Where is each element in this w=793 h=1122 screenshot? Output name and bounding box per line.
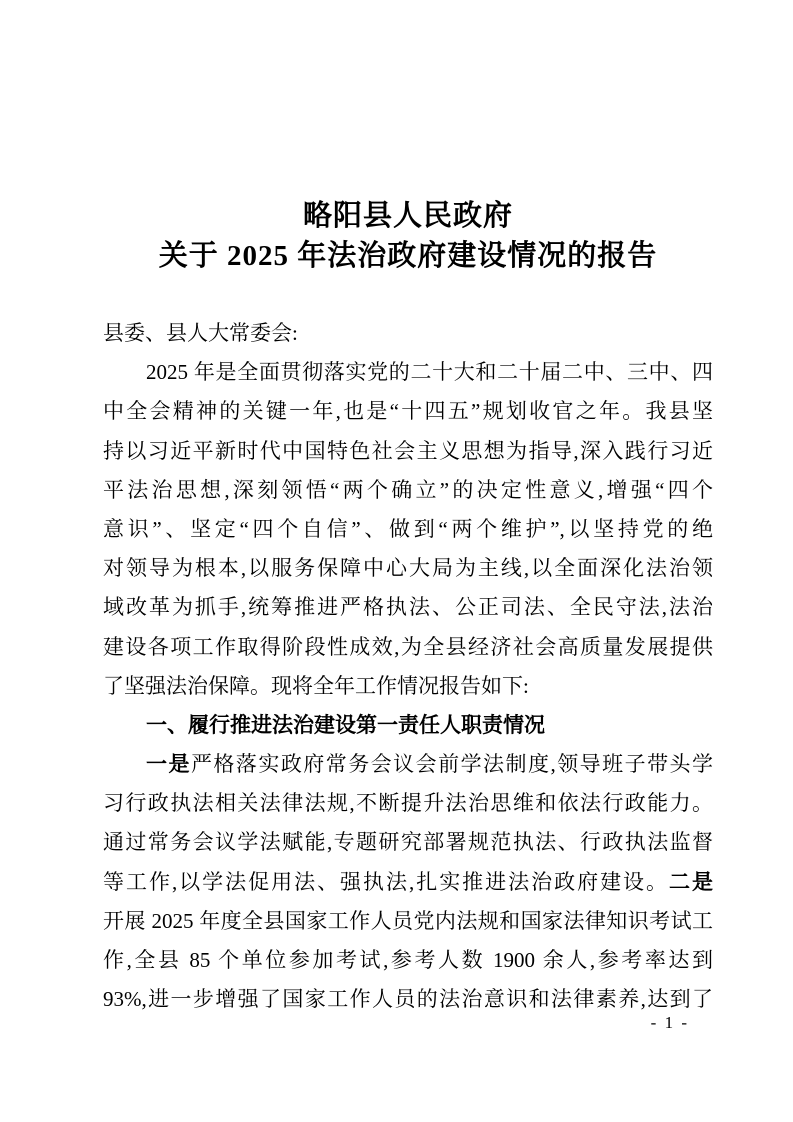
list-marker-two: 二是 — [669, 870, 713, 894]
body-line: 持以习近平新时代中国特色社会主义思想为指导,深入践行习近 — [103, 438, 713, 463]
body-line — [103, 745, 713, 784]
body-line: 建设各项工作取得阶段性成效,为全县经济社会高质量发展提供 — [103, 634, 713, 659]
body-line: 2025 年是全面贯彻落实党的二十大和二十届二中、三中、四 — [146, 360, 713, 385]
body-line — [103, 863, 713, 902]
body-line: 中全会精神的关键一年,也是“十四五”规划收官之年。我县坚 — [103, 399, 713, 424]
title-line-2: 关于 2025 年法治政府建设情况的报告 — [158, 240, 658, 272]
salutation-line: 县委、县人大常委会: — [103, 321, 298, 345]
body-line: 了坚强法治保障。现将全年工作情况报告如下: — [103, 673, 529, 698]
body-line: 对领导为根本,以服务保障中心大局为主线,以全面深化法治领 — [103, 556, 713, 581]
body-line: 意识”、坚定“四个自信”、做到“两个维护”,以坚持党的绝 — [103, 516, 713, 541]
body-line: 平法治思想,深刻领悟“两个确立”的决定性意义,增强“四个 — [103, 477, 713, 502]
body-line: 习行政执法相关法律法规,不断提升法治思维和依法行政能力。 — [103, 791, 713, 816]
document-body — [103, 314, 713, 1019]
body-text: 等工作,以学法促用法、强执法,扎实推进法治政府建设。 — [103, 869, 670, 894]
body-line: 开展 2025 年度全县国家工作人员党内法规和国家法律知识考试工 — [103, 908, 713, 933]
section-heading-1: 一、履行推进法治建设第一责任人职责情况 — [146, 713, 545, 737]
list-marker-one: 一是 — [146, 753, 191, 777]
body-line: 作,全县 85 个单位参加考试,参考人数 1900 余人,参考率达到 — [103, 948, 713, 972]
document-title — [103, 196, 713, 276]
title-line-1: 略阳县人民政府 — [302, 200, 513, 232]
body-text: 严格落实政府常务会议会前学法制度,领导班子带头学 — [190, 752, 713, 777]
body-line: 通过常务会议学法赋能,专题研究部署规范执法、行政执法监督 — [103, 830, 713, 855]
body-line: 域改革为抓手,统筹推进严格执法、公正司法、全民守法,法治 — [103, 595, 713, 620]
body-line: 93%,进一步增强了国家工作人员的法治意识和法律素养,达到了 — [103, 987, 713, 1012]
page-number: - 1 - — [650, 1013, 689, 1032]
